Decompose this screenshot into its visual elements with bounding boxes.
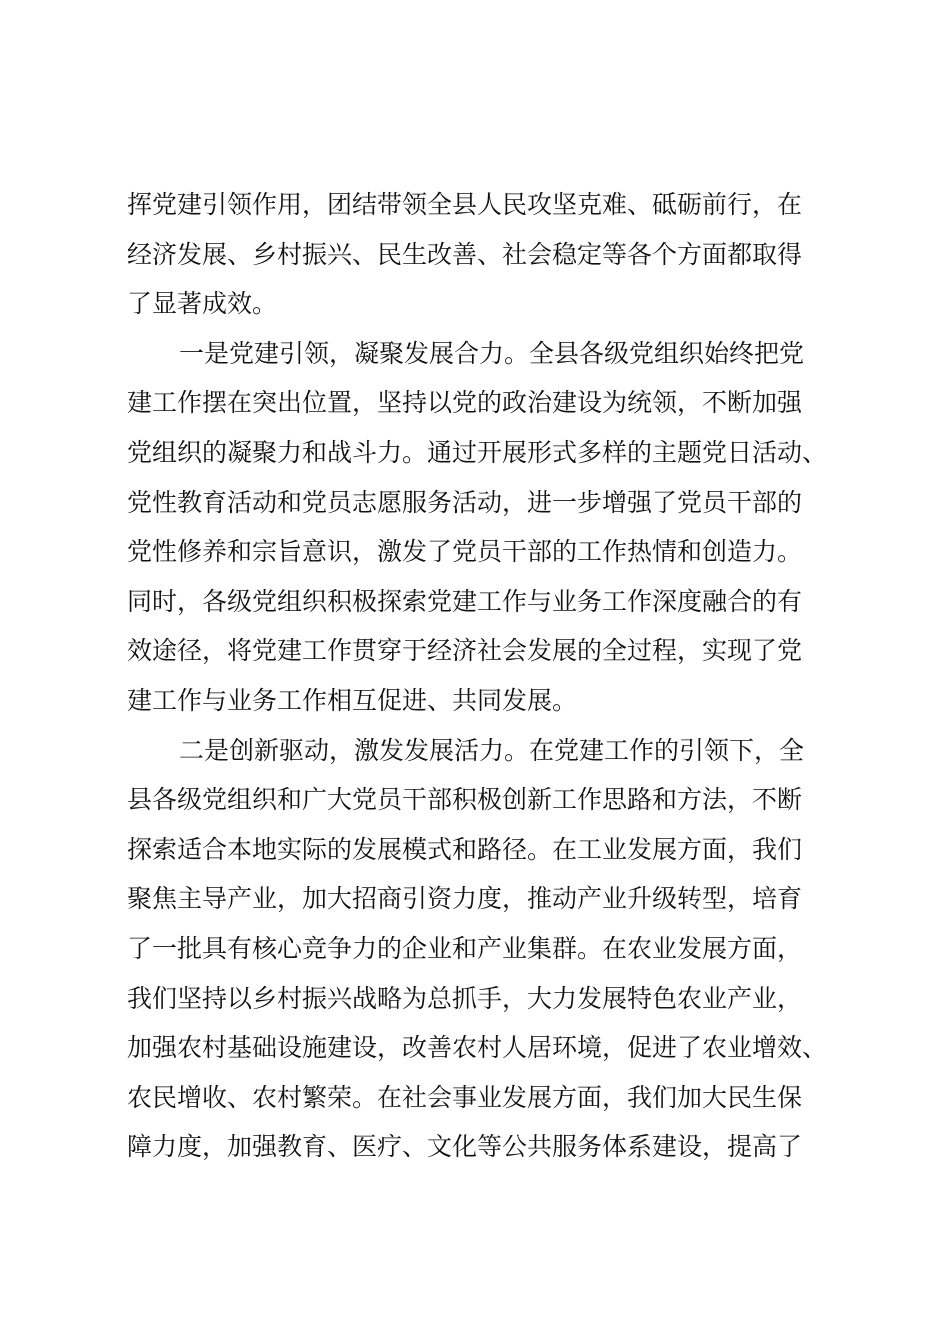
paragraph-start-line: 二是创新驱动，激发发展活力。在党建工作的引领下，全 [179, 735, 805, 765]
text-line: 加强农村基础设施建设，改善农村人居环境，促进了农业增效、 [127, 1033, 828, 1063]
paragraph-start-line: 一是党建引领，凝聚发展合力。全县各级党组织始终把党 [179, 338, 805, 368]
text-line: 经济发展、乡村振兴、民生改善、社会稳定等各个方面都取得 [127, 239, 803, 269]
text-line: 障力度，加强教育、医疗、文化等公共服务体系建设，提高了 [127, 1132, 803, 1162]
text-line: 同时，各级党组织积极探索党建工作与业务工作深度融合的有 [127, 586, 803, 616]
text-line: 效途径，将党建工作贯穿于经济社会发展的全过程，实现了党 [127, 636, 803, 666]
text-line: 建工作与业务工作相互促进、共同发展。 [127, 685, 578, 715]
text-line: 党组织的凝聚力和战斗力。通过开展形式多样的主题党日活动、 [127, 437, 828, 467]
text-line: 探索适合本地实际的发展模式和路径。在工业发展方面，我们 [127, 834, 803, 864]
text-line: 挥党建引领作用，团结带领全县人民攻坚克难、砥砺前行，在 [127, 190, 803, 219]
text-line: 农民增收、农村繁荣。在社会事业发展方面，我们加大民生保 [127, 1082, 803, 1112]
text-line: 我们坚持以乡村振兴战略为总抓手，大力发展特色农业产业， [127, 983, 803, 1013]
text-line: 了显著成效。 [127, 289, 278, 319]
text-line: 建工作摆在突出位置，坚持以党的政治建设为统领，不断加强 [127, 388, 803, 418]
body-text [127, 180, 832, 1172]
text-line: 聚焦主导产业，加大招商引资力度，推动产业升级转型，培育 [127, 884, 803, 914]
text-line: 党性修养和宗旨意识，激发了党员干部的工作热情和创造力。 [127, 537, 803, 567]
text-line: 党性教育活动和党员志愿服务活动，进一步增强了党员干部的 [127, 487, 803, 517]
text-line: 县各级党组织和广大党员干部积极创新工作思路和方法，不断 [127, 785, 803, 815]
text-line: 了一批具有核心竞争力的企业和产业集群。在农业发展方面， [127, 933, 803, 963]
